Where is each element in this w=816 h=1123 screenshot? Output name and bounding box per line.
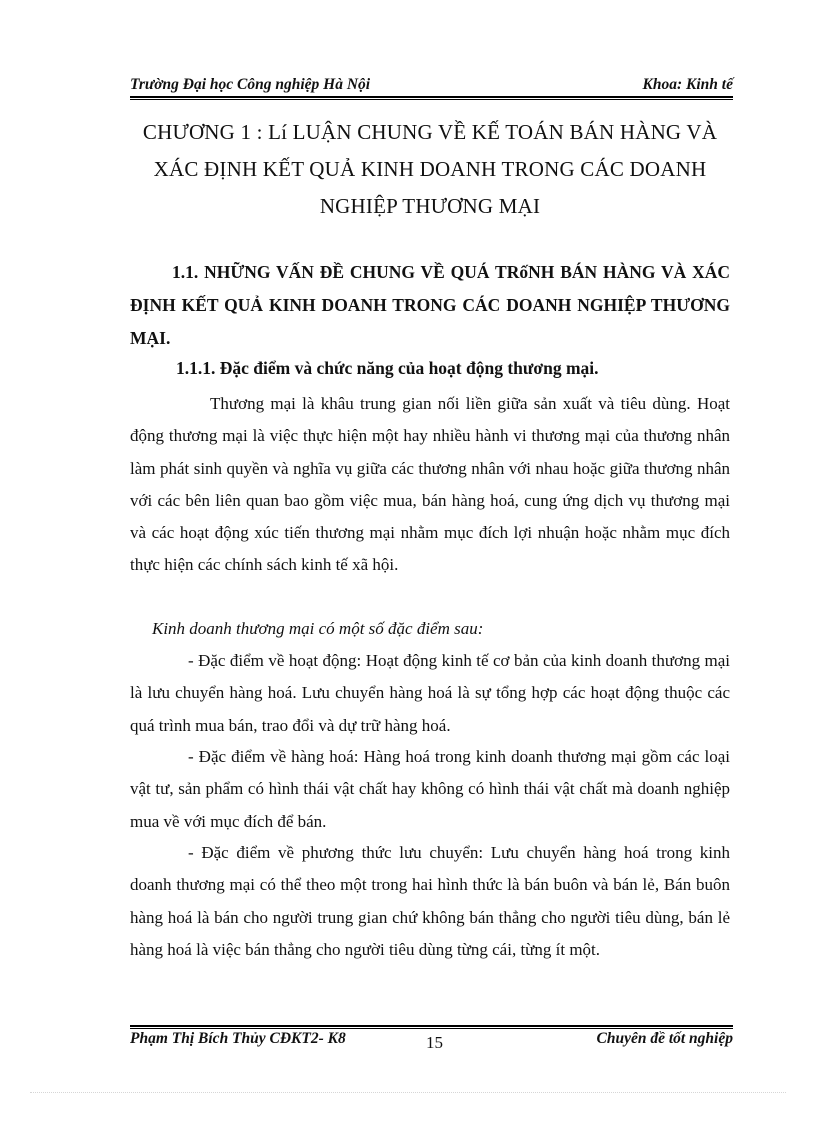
page-footer bbox=[130, 1030, 733, 1054]
paragraph-circulation-feature: - Đặc điểm về phương thức lưu chuyển: Lưu chuyển hàng hoá trong kinh doanh thương mại có thể theo một trong hai hình thức là bán buôn và bán lẻ, Bán buôn hàng hoá là bán cho người trung gian chứ không bán thẳng cho người tiêu dùng, bán lẻ hàng hoá là việc bán thẳng cho người tiêu dùng từng cái, từng ít một. bbox=[130, 843, 730, 959]
header-rule-thin bbox=[130, 99, 733, 100]
header-school: Trường Đại học Công nghiệp Hà Nội bbox=[130, 76, 371, 93]
subsection-title: 1.1.1. Đặc điểm và chức năng của hoạt động thương mại. bbox=[176, 358, 599, 378]
footer-doc-type: Chuyên đề tốt nghiệp bbox=[596, 1030, 733, 1047]
footer-author: Phạm Thị Bích Thủy CĐKT2- K8 bbox=[130, 1030, 346, 1047]
page-header bbox=[130, 76, 733, 94]
footer-rule-thin bbox=[130, 1028, 733, 1029]
chapter-title: CHƯƠNG 1 : Lí LUẬN CHUNG VỀ KẾ TOÁN BÁN HÀNG VÀ XÁC ĐỊNH KẾT QUẢ KINH DOANH TRONG CÁC DOANH NGHIỆP THƯƠNG MẠI bbox=[142, 120, 718, 218]
paragraph-intro: Thương mại là khâu trung gian nối liền giữa sản xuất và tiêu dùng. Hoạt động thương mại là việc thực hiện một hay nhiều hành vi thương mại của thương nhân làm phát sinh quyền và nghĩa vụ giữa các thương nhân với nhau hoặc giữa thương nhân với các bên liên quan bao gồm việc mua, bán hàng hoá, cung ứng dịch vụ thương mại và các hoạt động xúc tiến thương mại nhằm mục đích lợi nhuận hoặc nhằm mục đích thực hiện các chính sách kinh tế xã hội. bbox=[130, 394, 730, 575]
page-number: 15 bbox=[426, 1033, 443, 1052]
footer-rule-thick bbox=[130, 1025, 733, 1027]
header-faculty: Khoa: Kinh tế bbox=[642, 76, 733, 93]
paragraph-features-lead: Kinh doanh thương mại có một số đặc điểm sau: bbox=[152, 619, 484, 638]
header-rule-thick bbox=[130, 96, 733, 98]
page-bottom-divider bbox=[30, 1092, 786, 1093]
section-title: 1.1. NHỮNG VẤN ĐỀ CHUNG VỀ QUÁ TRốNH BÁN HÀNG VÀ XÁC ĐỊNH KẾT QUẢ KINH DOANH TRONG CÁC DOANH NGHIỆP THƯƠNG MẠI. bbox=[130, 262, 730, 348]
paragraph-activity-feature: - Đặc điểm về hoạt động: Hoạt động kinh tế cơ bản của kinh doanh thương mại là lưu chuyển hàng hoá. Lưu chuyển hàng hoá là sự tổng hợp các hoạt động thuộc các quá trình mua bán, trao đổi và dự trữ hàng hoá. bbox=[130, 651, 730, 735]
paragraph-goods-feature: - Đặc điểm về hàng hoá: Hàng hoá trong kinh doanh thương mại gồm các loại vật tư, sản phẩm có hình thái vật chất hay không có hình thái vật chất mà doanh nghiệp mua về với mục đích để bán. bbox=[130, 747, 730, 831]
